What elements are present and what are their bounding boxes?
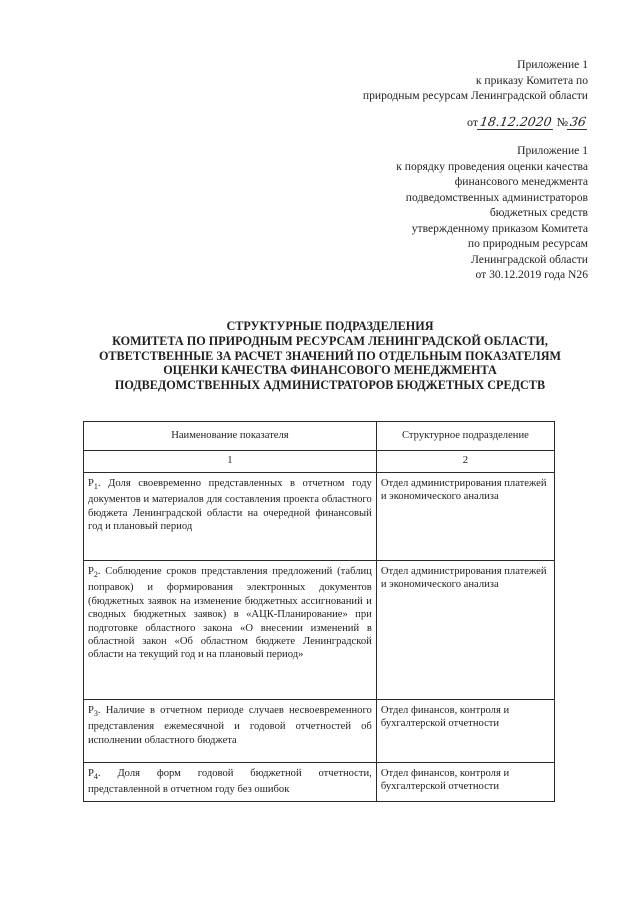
table-row — [84, 560, 555, 699]
annex-1-line: к приказу Комитета по — [475, 73, 588, 87]
indicator-text: . Соблюдение сроков представления предложений (таблиц поправок) и формирования электронных документов (бюджетных заявок на изменение бюджетных ассигнований и сводных бюджетных заявок) в «АЦК-Планирование» при подготовке областного закона «О внесении изменений в областной закон «Об областном бюджете Ленинградской области на текущий год и на плановый период» — [88, 565, 372, 661]
column-number: 2 — [376, 451, 554, 472]
indicator-text: . Доля своевременно представленных в отчетном году документов и материалов для составления проекта областного бюджета Ленинградской области на очередной финансовый год и плановый период — [88, 477, 372, 533]
department-cell: Отдел финансов, контроля и бухгалтерской отчетности — [376, 762, 554, 801]
annex-1-header — [363, 57, 588, 104]
title-line: ПОДВЕДОМСТВЕННЫХ АДМИНИСТРАТОРОВ БЮДЖЕТНЫХ СРЕДСТВ — [114, 378, 546, 393]
annex-2-line: утвержденному приказом Комитета — [411, 221, 588, 235]
table-row — [84, 762, 555, 801]
annex-2-line: финансового менеджмента — [454, 175, 588, 188]
handwritten-date: 18.12.2020 — [477, 114, 555, 130]
title-line: КОМИТЕТА ПО ПРИРОДНЫМ РЕСУРСАМ ЛЕНИНГРАДСКОЙ ОБЛАСТИ, — [112, 333, 548, 348]
annex-2-line: бюджетных средств — [489, 206, 588, 219]
indicator-code: $P_4$ — [88, 767, 98, 781]
department-cell: Отдел администрирования платежей и экономического анализа — [376, 472, 554, 560]
column-number-row — [84, 451, 555, 472]
annex-2-header — [396, 143, 588, 283]
indicator-code: $P_3$ — [88, 704, 98, 718]
annex-2-line: подведомственных администраторов — [405, 190, 588, 204]
indicator-code: $P_2$ — [88, 565, 98, 579]
annex-1-line: природным ресурсам Ленинградской области — [362, 89, 588, 102]
annex-2-line: от 30.12.2019 года N26 — [475, 268, 588, 281]
indicator-cell — [84, 472, 377, 560]
column-number: 1 — [84, 451, 377, 472]
annex-2-line: по природным ресурсам — [467, 237, 588, 250]
annex-1-line: Приложение 1 — [517, 58, 588, 71]
title-line: ОТВЕТСТВЕННЫЕ ЗА РАСЧЕТ ЗНАЧЕНИЙ ПО ОТДЕЛЬНЫМ ПОКАЗАТЕЛЯМ — [98, 348, 562, 363]
number-sign: № — [556, 115, 569, 129]
department-cell: Отдел администрирования платежей и экономического анализа — [376, 560, 554, 699]
table-row — [84, 472, 555, 560]
indicators-table — [83, 421, 555, 802]
document-title — [60, 319, 600, 393]
department-cell: Отдел финансов, контроля и бухгалтерской отчетности — [376, 699, 554, 762]
indicator-cell — [84, 762, 377, 801]
annex-2-line: Приложение 1 — [517, 144, 588, 157]
indicator-cell — [84, 699, 377, 762]
indicator-text: . Наличие в отчетном периоде случаев несвоевременного представления ежемесячной и годовой отчетностей об исполнении областного бюджета — [88, 704, 372, 746]
table-row — [84, 699, 555, 762]
annex-2-line: Ленинградской области — [471, 252, 588, 266]
handwritten-number: 36 — [567, 114, 589, 130]
indicator-code: $P_1$ — [88, 477, 98, 491]
table-header-row — [84, 422, 555, 451]
header-indicator: Наименование показателя — [84, 422, 377, 451]
indicator-cell — [84, 560, 377, 699]
indicator-text: . Доля форм годовой бюджетной отчетности, представленной в отчетном году без ошибок — [88, 767, 372, 796]
order-reference — [467, 114, 588, 130]
title-line: ОЦЕНКИ КАЧЕСТВА ФИНАНСОВОГО МЕНЕДЖМЕНТА — [163, 363, 497, 378]
header-department: Структурное подразделение — [376, 422, 554, 451]
annex-2-line: к порядку проведения оценки качества — [396, 159, 588, 173]
title-line: СТРУКТУРНЫЕ ПОДРАЗДЕЛЕНИЯ — [226, 319, 434, 333]
order-prefix: от — [466, 115, 479, 129]
